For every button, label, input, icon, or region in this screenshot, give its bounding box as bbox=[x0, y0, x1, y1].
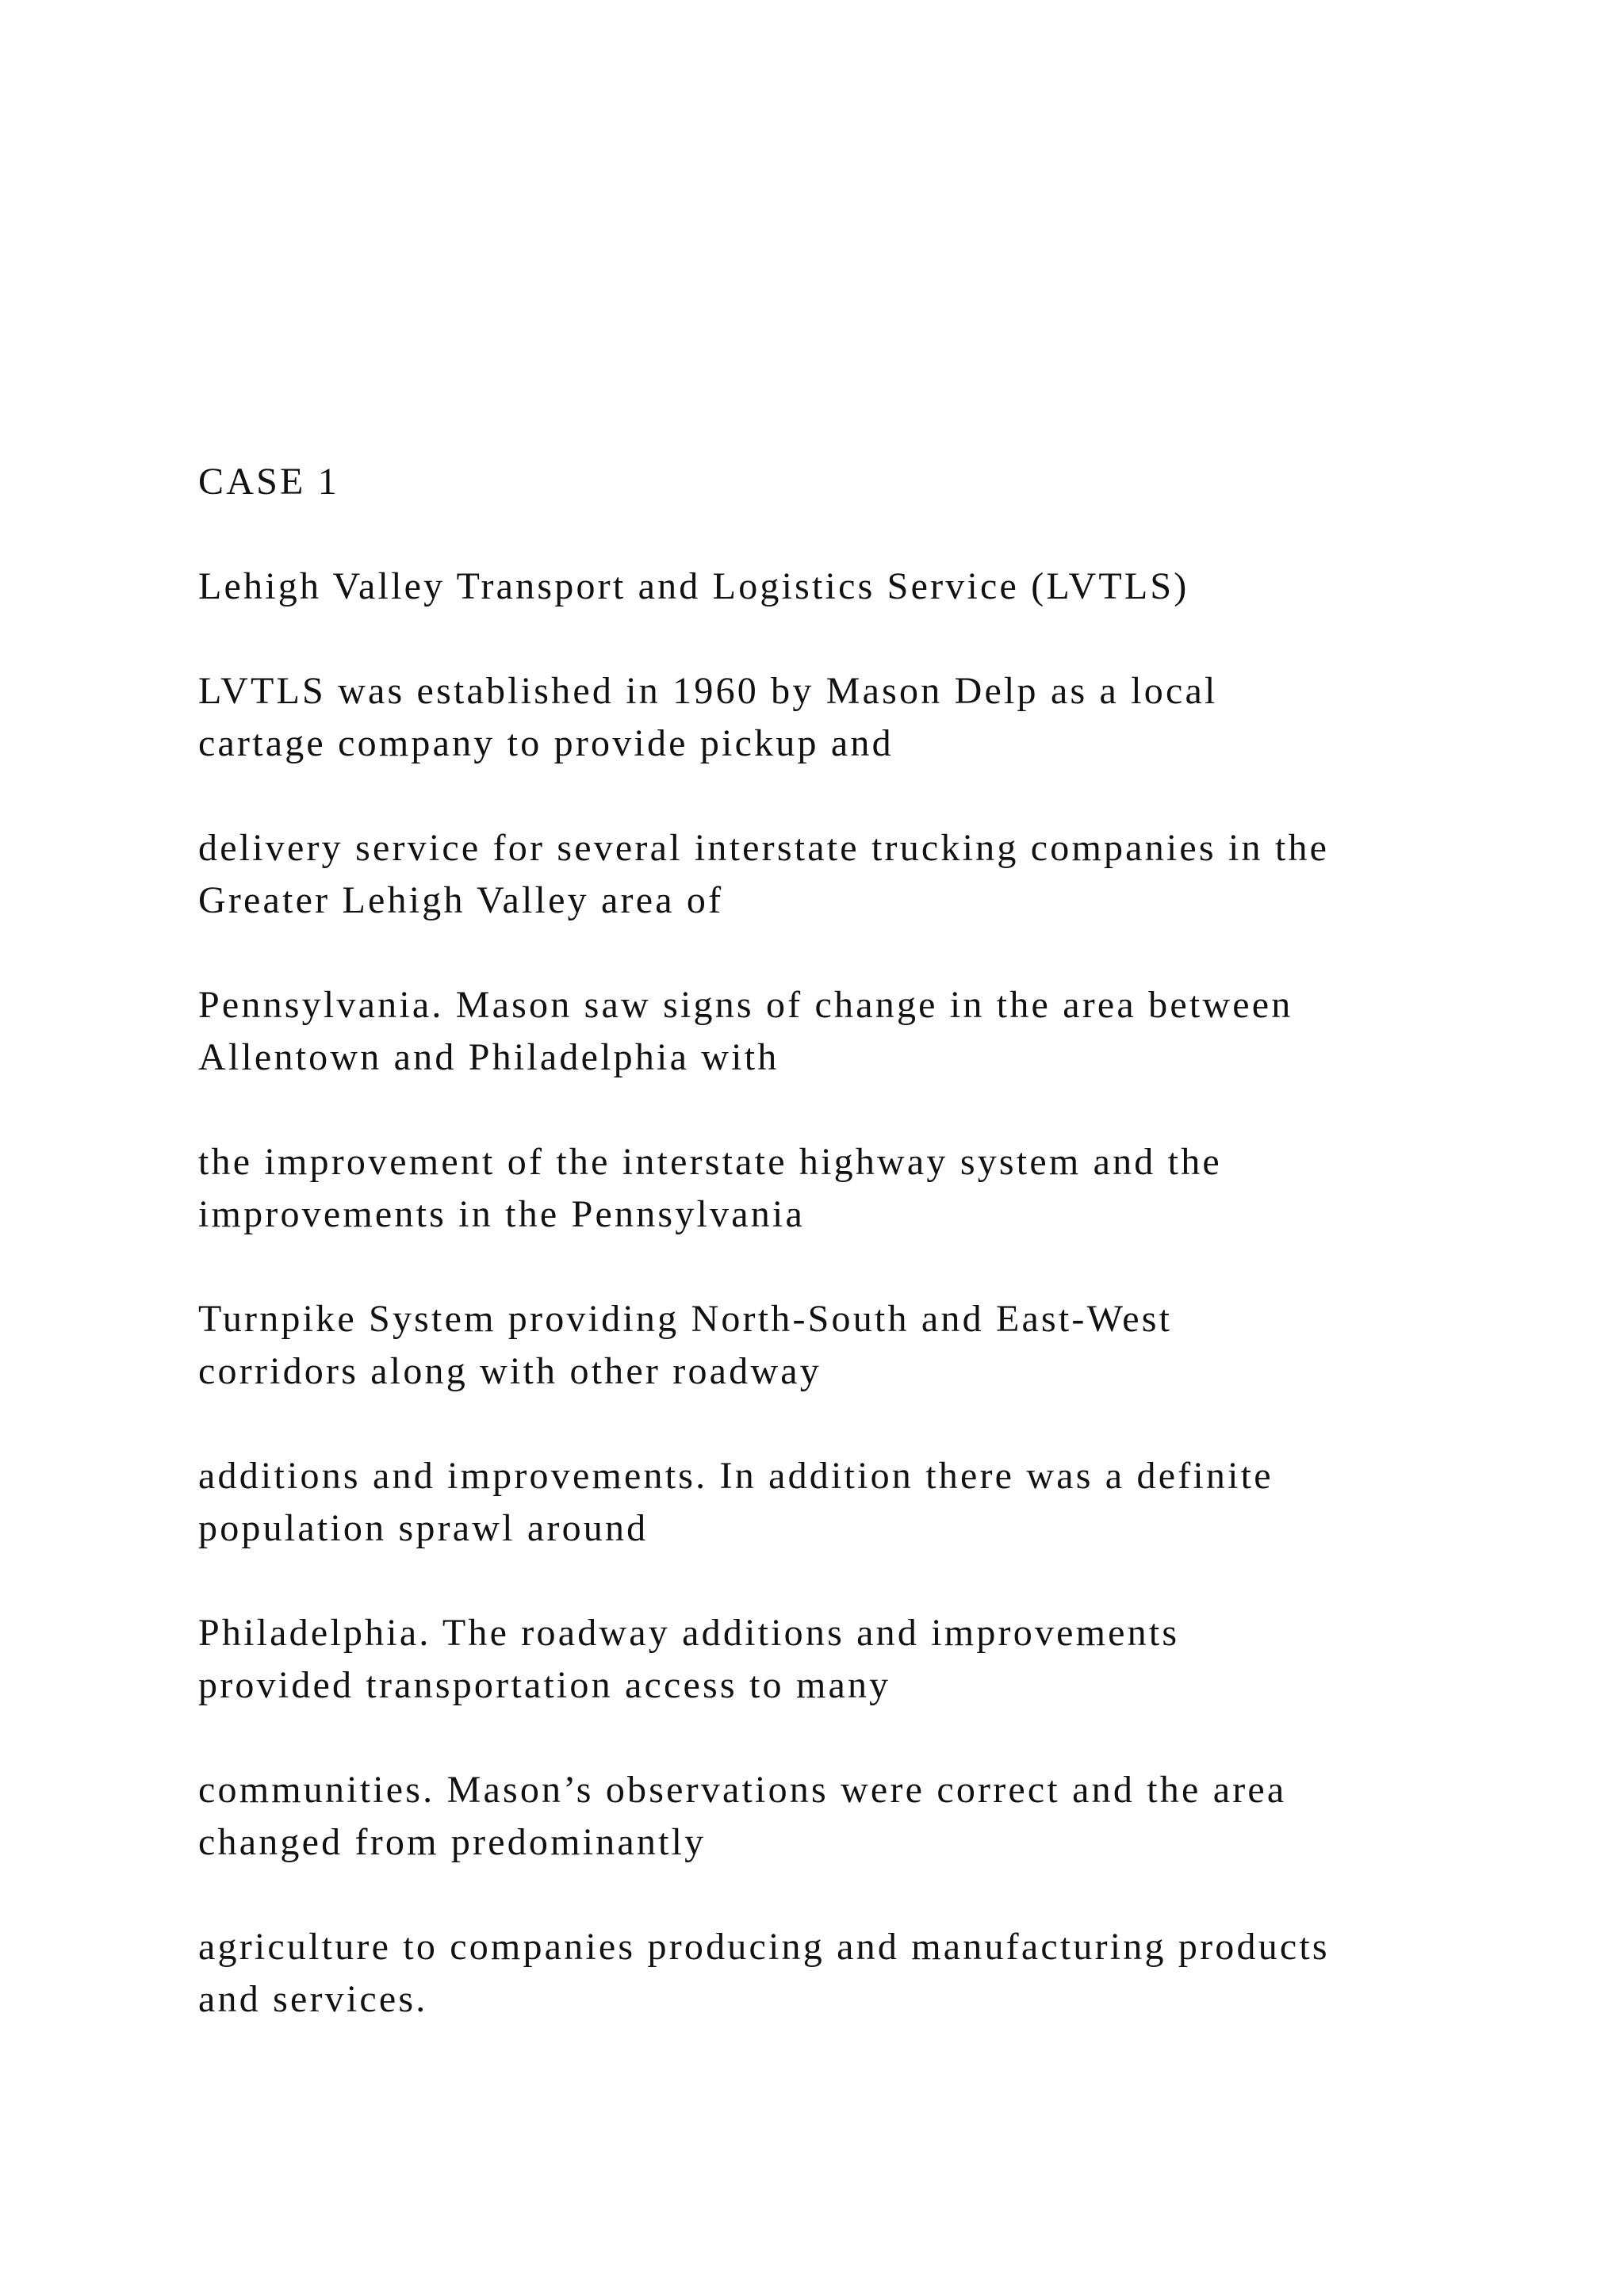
paragraph-line: Philadelphia. The roadway additions and improvements bbox=[198, 1612, 1180, 1654]
paragraph-2 bbox=[198, 822, 1546, 927]
case-title bbox=[198, 561, 1546, 613]
paragraph-9 bbox=[198, 1921, 1546, 2026]
paragraph-line: Turnpike System providing North-South and East-West bbox=[198, 1298, 1173, 1340]
case-heading bbox=[198, 456, 1546, 508]
paragraph-line: Pennsylvania. Mason saw signs of change in the area between bbox=[198, 984, 1293, 1026]
document-body bbox=[198, 456, 1546, 2078]
paragraph-line: changed from predominantly bbox=[198, 1821, 707, 1863]
paragraph-line: Allentown and Philadelphia with bbox=[198, 1036, 779, 1078]
paragraph-3 bbox=[198, 979, 1546, 1084]
paragraph-line: population sprawl around bbox=[198, 1507, 649, 1549]
paragraph-line: and services. bbox=[198, 1978, 428, 2020]
paragraph-1 bbox=[198, 665, 1546, 770]
paragraph-line: communities. Mason’s observations were correct and the area bbox=[198, 1769, 1287, 1811]
paragraph-line: the improvement of the interstate highway system and the bbox=[198, 1141, 1222, 1183]
paragraph-line: provided transportation access to many bbox=[198, 1664, 891, 1706]
paragraph-line: agriculture to companies producing and manufacturing products bbox=[198, 1926, 1330, 1968]
paragraph-line: corridors along with other roadway bbox=[198, 1350, 822, 1392]
case-heading-text: CASE 1 bbox=[198, 461, 339, 503]
paragraph-4 bbox=[198, 1136, 1546, 1241]
paragraph-line: additions and improvements. In addition there was a definite bbox=[198, 1455, 1274, 1497]
case-title-text: Lehigh Valley Transport and Logistics Service (LVTLS) bbox=[198, 565, 1189, 607]
paragraph-line: Greater Lehigh Valley area of bbox=[198, 879, 724, 921]
paragraph-line: improvements in the Pennsylvania bbox=[198, 1193, 805, 1235]
paragraph-line: cartage company to provide pickup and bbox=[198, 722, 894, 764]
paragraph-6 bbox=[198, 1450, 1546, 1555]
paragraph-5 bbox=[198, 1293, 1546, 1398]
paragraph-line: delivery service for several interstate trucking companies in the bbox=[198, 827, 1330, 869]
paragraph-line: LVTLS was established in 1960 by Mason Delp as a local bbox=[198, 670, 1218, 712]
paragraph-8 bbox=[198, 1764, 1546, 1869]
paragraph-7 bbox=[198, 1607, 1546, 1712]
